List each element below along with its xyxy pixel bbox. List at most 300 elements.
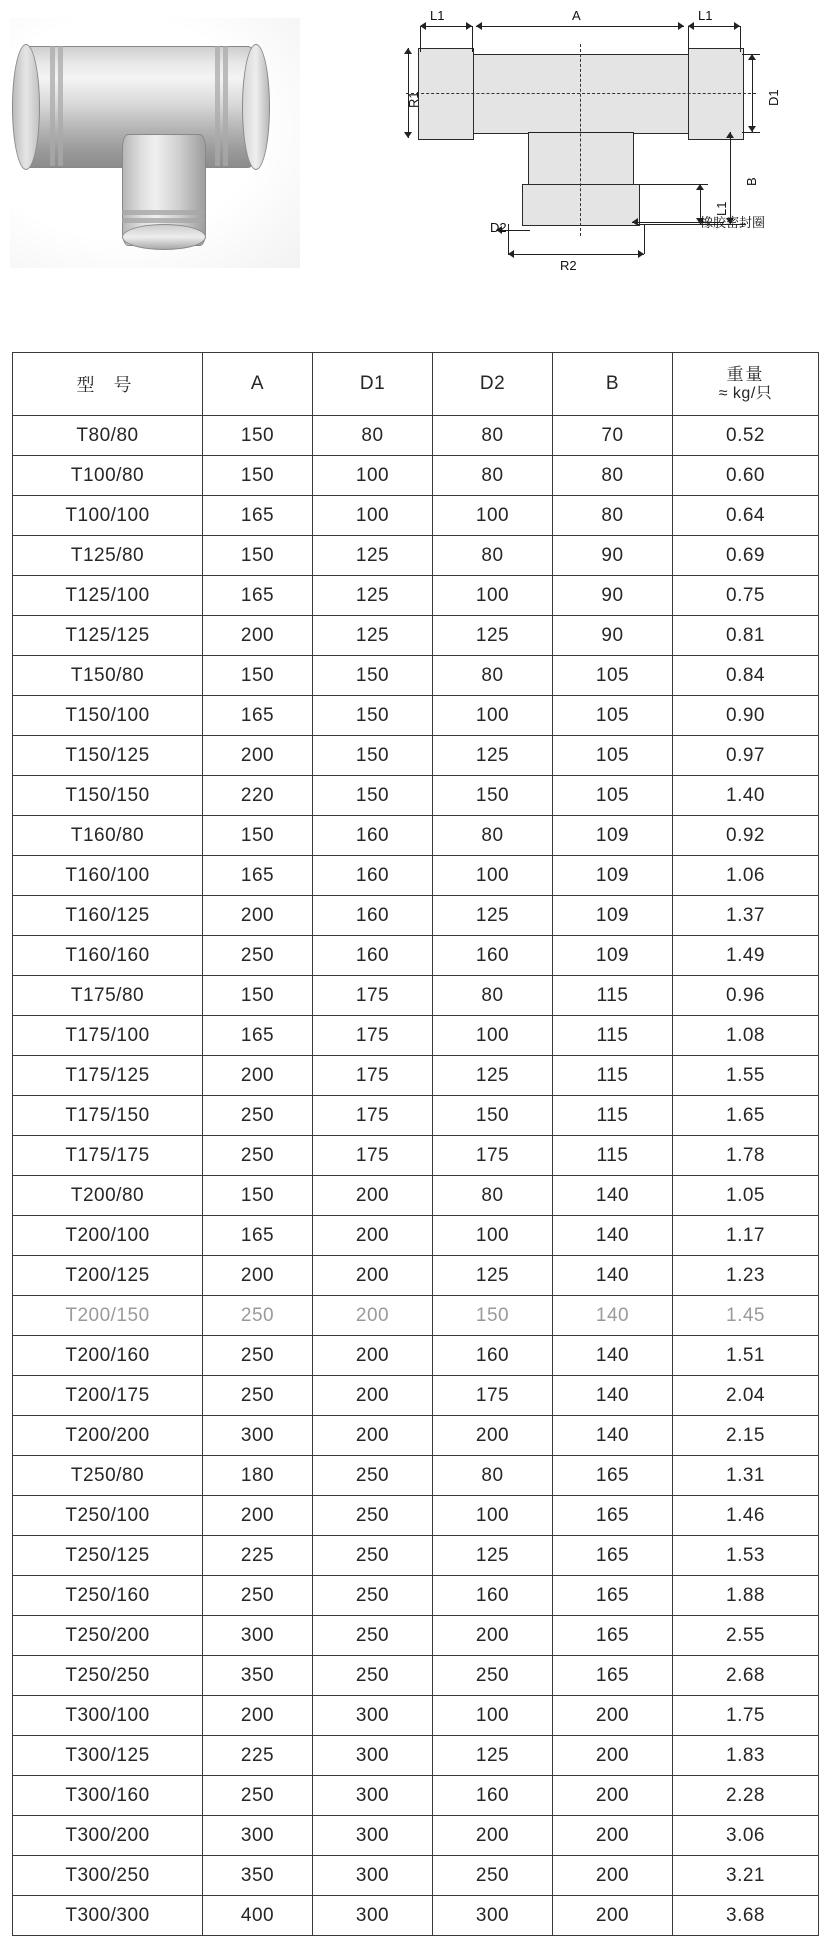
cell-weight: 0.64 xyxy=(673,496,819,536)
cell-b: 165 xyxy=(553,1616,673,1656)
cell-a: 400 xyxy=(203,1896,313,1936)
cell-model: T150/80 xyxy=(13,656,203,696)
cell-a: 250 xyxy=(203,1296,313,1336)
col-header-b: B xyxy=(553,353,673,416)
cell-model: T175/100 xyxy=(13,1016,203,1056)
cell-b: 200 xyxy=(553,1736,673,1776)
drawing-branch-body xyxy=(528,132,634,186)
cell-d1: 300 xyxy=(313,1776,433,1816)
table-row xyxy=(13,1176,819,1216)
table-row xyxy=(13,976,819,1016)
table-row xyxy=(13,456,819,496)
cell-weight: 2.15 xyxy=(673,1416,819,1456)
col-header-weight xyxy=(673,353,819,416)
cell-model: T125/125 xyxy=(13,616,203,656)
cell-a: 200 xyxy=(203,896,313,936)
photo-right-end xyxy=(242,44,270,170)
cell-d1: 80 xyxy=(313,416,433,456)
cell-d2: 80 xyxy=(433,416,553,456)
dim-label-l1-left: L1 xyxy=(430,8,445,23)
cell-weight: 1.08 xyxy=(673,1016,819,1056)
cell-d2: 150 xyxy=(433,1096,553,1136)
col-header-d1: D1 xyxy=(313,353,433,416)
table-row xyxy=(13,1656,819,1696)
cell-d2: 80 xyxy=(433,976,553,1016)
cell-a: 165 xyxy=(203,576,313,616)
cell-a: 225 xyxy=(203,1536,313,1576)
cell-weight: 3.68 xyxy=(673,1896,819,1936)
col-header-a: A xyxy=(203,353,313,416)
cell-b: 200 xyxy=(553,1856,673,1896)
cell-d2: 80 xyxy=(433,456,553,496)
product-photo xyxy=(10,18,300,268)
cell-model: T200/175 xyxy=(13,1376,203,1416)
table-row xyxy=(13,656,819,696)
cell-b: 200 xyxy=(553,1696,673,1736)
cell-d2: 150 xyxy=(433,776,553,816)
table-row xyxy=(13,856,819,896)
photo-groove xyxy=(50,46,55,166)
cell-b: 165 xyxy=(553,1656,673,1696)
table-row xyxy=(13,1696,819,1736)
cell-weight: 1.17 xyxy=(673,1216,819,1256)
cell-d2: 100 xyxy=(433,1696,553,1736)
cell-b: 80 xyxy=(553,496,673,536)
cell-d2: 300 xyxy=(433,1896,553,1936)
table-row xyxy=(13,1136,819,1176)
cell-model: T175/175 xyxy=(13,1136,203,1176)
cell-b: 140 xyxy=(553,1416,673,1456)
photo-branch-groove xyxy=(122,218,204,223)
cell-model: T175/125 xyxy=(13,1056,203,1096)
cell-d1: 175 xyxy=(313,1056,433,1096)
table-row xyxy=(13,1416,819,1456)
cell-model: T300/200 xyxy=(13,1816,203,1856)
cell-a: 165 xyxy=(203,696,313,736)
cell-weight: 3.06 xyxy=(673,1816,819,1856)
ext-line xyxy=(740,26,741,52)
photo-groove xyxy=(223,46,228,166)
cell-b: 109 xyxy=(553,856,673,896)
table-row xyxy=(13,1576,819,1616)
cell-d2: 80 xyxy=(433,1456,553,1496)
table-row xyxy=(13,1336,819,1376)
cell-weight: 1.05 xyxy=(673,1176,819,1216)
cell-d2: 100 xyxy=(433,1496,553,1536)
dim-line-d1 xyxy=(752,54,753,132)
cell-d2: 100 xyxy=(433,1016,553,1056)
cell-d1: 160 xyxy=(313,896,433,936)
cell-a: 150 xyxy=(203,816,313,856)
photo-groove xyxy=(215,46,220,166)
cell-a: 200 xyxy=(203,1056,313,1096)
table-row xyxy=(13,936,819,976)
cell-b: 115 xyxy=(553,1136,673,1176)
cell-d1: 250 xyxy=(313,1496,433,1536)
dim-line-l1-right xyxy=(688,26,740,27)
cell-a: 350 xyxy=(203,1656,313,1696)
cell-model: T200/125 xyxy=(13,1256,203,1296)
cell-b: 115 xyxy=(553,1056,673,1096)
cell-b: 90 xyxy=(553,616,673,656)
cell-model: T250/200 xyxy=(13,1616,203,1656)
cell-model: T100/80 xyxy=(13,456,203,496)
cell-d1: 150 xyxy=(313,656,433,696)
cell-d2: 160 xyxy=(433,936,553,976)
cell-d2: 125 xyxy=(433,1056,553,1096)
cell-d1: 200 xyxy=(313,1376,433,1416)
cell-d2: 100 xyxy=(433,696,553,736)
cell-weight: 1.37 xyxy=(673,896,819,936)
table-row xyxy=(13,1896,819,1936)
weight-unit: ≈ kg/只 xyxy=(718,384,773,402)
cell-model: T300/160 xyxy=(13,1776,203,1816)
cell-d2: 150 xyxy=(433,1296,553,1336)
cell-weight: 1.51 xyxy=(673,1336,819,1376)
cell-weight: 1.40 xyxy=(673,776,819,816)
ext-line xyxy=(508,224,509,254)
dim-label-d2: D2 xyxy=(490,220,507,235)
dim-arrow xyxy=(678,22,684,30)
ext-line xyxy=(688,26,689,52)
cell-weight: 1.75 xyxy=(673,1696,819,1736)
cell-d1: 125 xyxy=(313,576,433,616)
cell-d2: 100 xyxy=(433,576,553,616)
cell-model: T200/100 xyxy=(13,1216,203,1256)
dim-label-r1: R1 xyxy=(406,91,421,108)
cell-a: 200 xyxy=(203,1256,313,1296)
cell-b: 140 xyxy=(553,1216,673,1256)
cell-weight: 1.06 xyxy=(673,856,819,896)
cell-a: 150 xyxy=(203,656,313,696)
cell-a: 250 xyxy=(203,936,313,976)
cell-d2: 125 xyxy=(433,616,553,656)
table-row xyxy=(13,1456,819,1496)
dim-arrow xyxy=(726,132,734,138)
table-row xyxy=(13,1736,819,1776)
cell-model: T80/80 xyxy=(13,416,203,456)
cell-a: 165 xyxy=(203,1016,313,1056)
cell-weight: 0.92 xyxy=(673,816,819,856)
cell-d2: 250 xyxy=(433,1656,553,1696)
cell-d1: 160 xyxy=(313,936,433,976)
cell-model: T175/150 xyxy=(13,1096,203,1136)
cell-d1: 200 xyxy=(313,1416,433,1456)
cell-a: 220 xyxy=(203,776,313,816)
table-row xyxy=(13,616,819,656)
ext-line xyxy=(742,54,760,55)
table-row xyxy=(13,1616,819,1656)
photo-groove xyxy=(58,46,63,166)
cell-a: 300 xyxy=(203,1816,313,1856)
illustration-area xyxy=(0,0,830,330)
table-body xyxy=(13,416,819,1936)
cell-b: 200 xyxy=(553,1896,673,1936)
cell-b: 200 xyxy=(553,1776,673,1816)
dim-label-r2: R2 xyxy=(560,258,577,273)
cell-d1: 200 xyxy=(313,1176,433,1216)
cell-d1: 175 xyxy=(313,1096,433,1136)
cell-d1: 250 xyxy=(313,1456,433,1496)
cell-d2: 80 xyxy=(433,656,553,696)
cell-a: 250 xyxy=(203,1376,313,1416)
cell-a: 300 xyxy=(203,1616,313,1656)
cell-d1: 150 xyxy=(313,736,433,776)
cell-d1: 250 xyxy=(313,1616,433,1656)
cell-weight: 1.88 xyxy=(673,1576,819,1616)
table-row xyxy=(13,776,819,816)
dim-label-l1-right: L1 xyxy=(698,8,713,23)
cell-a: 250 xyxy=(203,1096,313,1136)
cell-weight: 1.78 xyxy=(673,1136,819,1176)
cell-weight: 2.55 xyxy=(673,1616,819,1656)
dim-arrow xyxy=(476,22,482,30)
cell-d2: 200 xyxy=(433,1616,553,1656)
cell-d1: 250 xyxy=(313,1656,433,1696)
table-row xyxy=(13,1856,819,1896)
cell-weight: 0.96 xyxy=(673,976,819,1016)
technical-drawing xyxy=(400,8,820,320)
cell-d2: 80 xyxy=(433,1176,553,1216)
cell-weight: 3.21 xyxy=(673,1856,819,1896)
dim-line-l1-left xyxy=(420,26,472,27)
cell-weight: 1.65 xyxy=(673,1096,819,1136)
ext-line xyxy=(472,26,473,52)
drawing-right-socket xyxy=(688,48,744,140)
cell-model: T160/160 xyxy=(13,936,203,976)
cell-a: 150 xyxy=(203,536,313,576)
table-row xyxy=(13,736,819,776)
cell-weight: 1.31 xyxy=(673,1456,819,1496)
cell-model: T200/80 xyxy=(13,1176,203,1216)
cell-d1: 150 xyxy=(313,696,433,736)
cell-d2: 175 xyxy=(433,1136,553,1176)
cell-b: 140 xyxy=(553,1336,673,1376)
cell-d1: 160 xyxy=(313,816,433,856)
cell-a: 200 xyxy=(203,736,313,776)
cell-d2: 125 xyxy=(433,736,553,776)
cell-d1: 175 xyxy=(313,1016,433,1056)
dim-arrow xyxy=(404,132,412,138)
table-row xyxy=(13,1056,819,1096)
cell-model: T200/160 xyxy=(13,1336,203,1376)
cell-d1: 200 xyxy=(313,1256,433,1296)
table-row xyxy=(13,1496,819,1536)
cell-weight: 0.84 xyxy=(673,656,819,696)
cell-d1: 250 xyxy=(313,1576,433,1616)
ext-line xyxy=(420,26,421,52)
cell-d2: 80 xyxy=(433,536,553,576)
cell-d2: 100 xyxy=(433,856,553,896)
cell-weight: 2.04 xyxy=(673,1376,819,1416)
cell-model: T200/150 xyxy=(13,1296,203,1336)
cell-d1: 125 xyxy=(313,536,433,576)
table-header-row xyxy=(13,353,819,416)
cell-a: 165 xyxy=(203,1216,313,1256)
cell-b: 140 xyxy=(553,1296,673,1336)
cell-b: 140 xyxy=(553,1376,673,1416)
cell-weight: 1.83 xyxy=(673,1736,819,1776)
cell-weight: 1.49 xyxy=(673,936,819,976)
col-header-model: 型 号 xyxy=(13,353,203,416)
cell-d1: 200 xyxy=(313,1216,433,1256)
table-row xyxy=(13,1816,819,1856)
seal-ring-note: 橡胶密封圈 xyxy=(700,215,766,230)
table-row xyxy=(13,496,819,536)
table-row xyxy=(13,1216,819,1256)
cell-a: 200 xyxy=(203,1496,313,1536)
cell-weight: 0.52 xyxy=(673,416,819,456)
cell-a: 150 xyxy=(203,1176,313,1216)
cell-d2: 250 xyxy=(433,1856,553,1896)
table-row xyxy=(13,1536,819,1576)
cell-d1: 300 xyxy=(313,1736,433,1776)
dim-label-l1-branch: L1 xyxy=(714,201,729,216)
cell-d2: 100 xyxy=(433,496,553,536)
cell-model: T125/80 xyxy=(13,536,203,576)
cell-a: 165 xyxy=(203,856,313,896)
cell-model: T300/300 xyxy=(13,1896,203,1936)
drawing-branch-socket xyxy=(522,184,640,226)
cell-d2: 160 xyxy=(433,1776,553,1816)
cell-weight: 0.97 xyxy=(673,736,819,776)
photo-branch-end xyxy=(122,224,206,250)
cell-d1: 100 xyxy=(313,496,433,536)
ext-line xyxy=(638,184,708,185)
cell-d1: 300 xyxy=(313,1856,433,1896)
table-row xyxy=(13,1376,819,1416)
cell-weight: 2.28 xyxy=(673,1776,819,1816)
cell-b: 80 xyxy=(553,456,673,496)
cell-b: 70 xyxy=(553,416,673,456)
cell-model: T300/100 xyxy=(13,1696,203,1736)
dim-arrow xyxy=(404,48,412,54)
cell-model: T300/125 xyxy=(13,1736,203,1776)
cell-weight: 1.53 xyxy=(673,1536,819,1576)
dim-label-a: A xyxy=(572,8,581,23)
cell-model: T150/150 xyxy=(13,776,203,816)
ext-line xyxy=(644,224,645,254)
cell-d1: 200 xyxy=(313,1336,433,1376)
cell-a: 150 xyxy=(203,416,313,456)
spec-table-wrapper xyxy=(12,352,818,1936)
table-row xyxy=(13,536,819,576)
cell-model: T250/125 xyxy=(13,1536,203,1576)
cell-d1: 300 xyxy=(313,1696,433,1736)
cell-model: T160/100 xyxy=(13,856,203,896)
table-row xyxy=(13,696,819,736)
cell-b: 165 xyxy=(553,1536,673,1576)
cell-a: 200 xyxy=(203,1696,313,1736)
cell-d2: 160 xyxy=(433,1336,553,1376)
cell-d2: 160 xyxy=(433,1576,553,1616)
cell-b: 105 xyxy=(553,736,673,776)
cell-model: T300/250 xyxy=(13,1856,203,1896)
dim-label-b: B xyxy=(744,177,759,186)
cell-d1: 300 xyxy=(313,1896,433,1936)
cell-a: 250 xyxy=(203,1136,313,1176)
cell-model: T250/250 xyxy=(13,1656,203,1696)
cell-d2: 100 xyxy=(433,1216,553,1256)
cell-b: 109 xyxy=(553,896,673,936)
cell-a: 150 xyxy=(203,456,313,496)
cell-b: 105 xyxy=(553,776,673,816)
cell-b: 109 xyxy=(553,816,673,856)
cell-weight: 1.46 xyxy=(673,1496,819,1536)
cell-d1: 300 xyxy=(313,1816,433,1856)
photo-branch-groove xyxy=(122,210,204,215)
cell-d1: 160 xyxy=(313,856,433,896)
cell-b: 90 xyxy=(553,576,673,616)
table-row xyxy=(13,896,819,936)
cell-model: T125/100 xyxy=(13,576,203,616)
spec-table xyxy=(12,352,819,1936)
cell-d1: 250 xyxy=(313,1536,433,1576)
cell-b: 165 xyxy=(553,1576,673,1616)
cell-a: 225 xyxy=(203,1736,313,1776)
cell-model: T250/160 xyxy=(13,1576,203,1616)
cell-weight: 1.45 xyxy=(673,1296,819,1336)
cell-a: 350 xyxy=(203,1856,313,1896)
photo-left-end xyxy=(12,44,40,170)
drawing-left-socket xyxy=(418,48,474,140)
ext-line xyxy=(742,132,760,133)
table-row xyxy=(13,1016,819,1056)
drawing-centerline-v xyxy=(580,44,581,236)
cell-a: 180 xyxy=(203,1456,313,1496)
cell-d2: 175 xyxy=(433,1376,553,1416)
table-row xyxy=(13,1776,819,1816)
cell-weight: 0.81 xyxy=(673,616,819,656)
cell-weight: 0.90 xyxy=(673,696,819,736)
cell-d2: 200 xyxy=(433,1416,553,1456)
cell-d1: 175 xyxy=(313,976,433,1016)
cell-d1: 100 xyxy=(313,456,433,496)
cell-a: 150 xyxy=(203,976,313,1016)
cell-d2: 125 xyxy=(433,1536,553,1576)
cell-model: T250/80 xyxy=(13,1456,203,1496)
cell-model: T175/80 xyxy=(13,976,203,1016)
cell-d2: 200 xyxy=(433,1816,553,1856)
cell-b: 165 xyxy=(553,1496,673,1536)
table-row xyxy=(13,1296,819,1336)
dim-line-a xyxy=(476,26,684,27)
cell-weight: 0.69 xyxy=(673,536,819,576)
cell-model: T160/80 xyxy=(13,816,203,856)
cell-weight: 2.68 xyxy=(673,1656,819,1696)
cell-model: T200/200 xyxy=(13,1416,203,1456)
cell-model: T250/100 xyxy=(13,1496,203,1536)
cell-a: 250 xyxy=(203,1576,313,1616)
cell-model: T100/100 xyxy=(13,496,203,536)
cell-b: 109 xyxy=(553,936,673,976)
leader-arrow xyxy=(632,218,638,226)
cell-d1: 150 xyxy=(313,776,433,816)
table-row xyxy=(13,576,819,616)
cell-b: 140 xyxy=(553,1256,673,1296)
cell-d1: 200 xyxy=(313,1296,433,1336)
drawing-centerline-h xyxy=(406,93,756,94)
table-row xyxy=(13,816,819,856)
table-row xyxy=(13,1256,819,1296)
cell-a: 250 xyxy=(203,1776,313,1816)
col-header-d2: D2 xyxy=(433,353,553,416)
cell-weight: 1.55 xyxy=(673,1056,819,1096)
cell-model: T150/100 xyxy=(13,696,203,736)
cell-model: T160/125 xyxy=(13,896,203,936)
cell-a: 250 xyxy=(203,1336,313,1376)
cell-b: 105 xyxy=(553,656,673,696)
